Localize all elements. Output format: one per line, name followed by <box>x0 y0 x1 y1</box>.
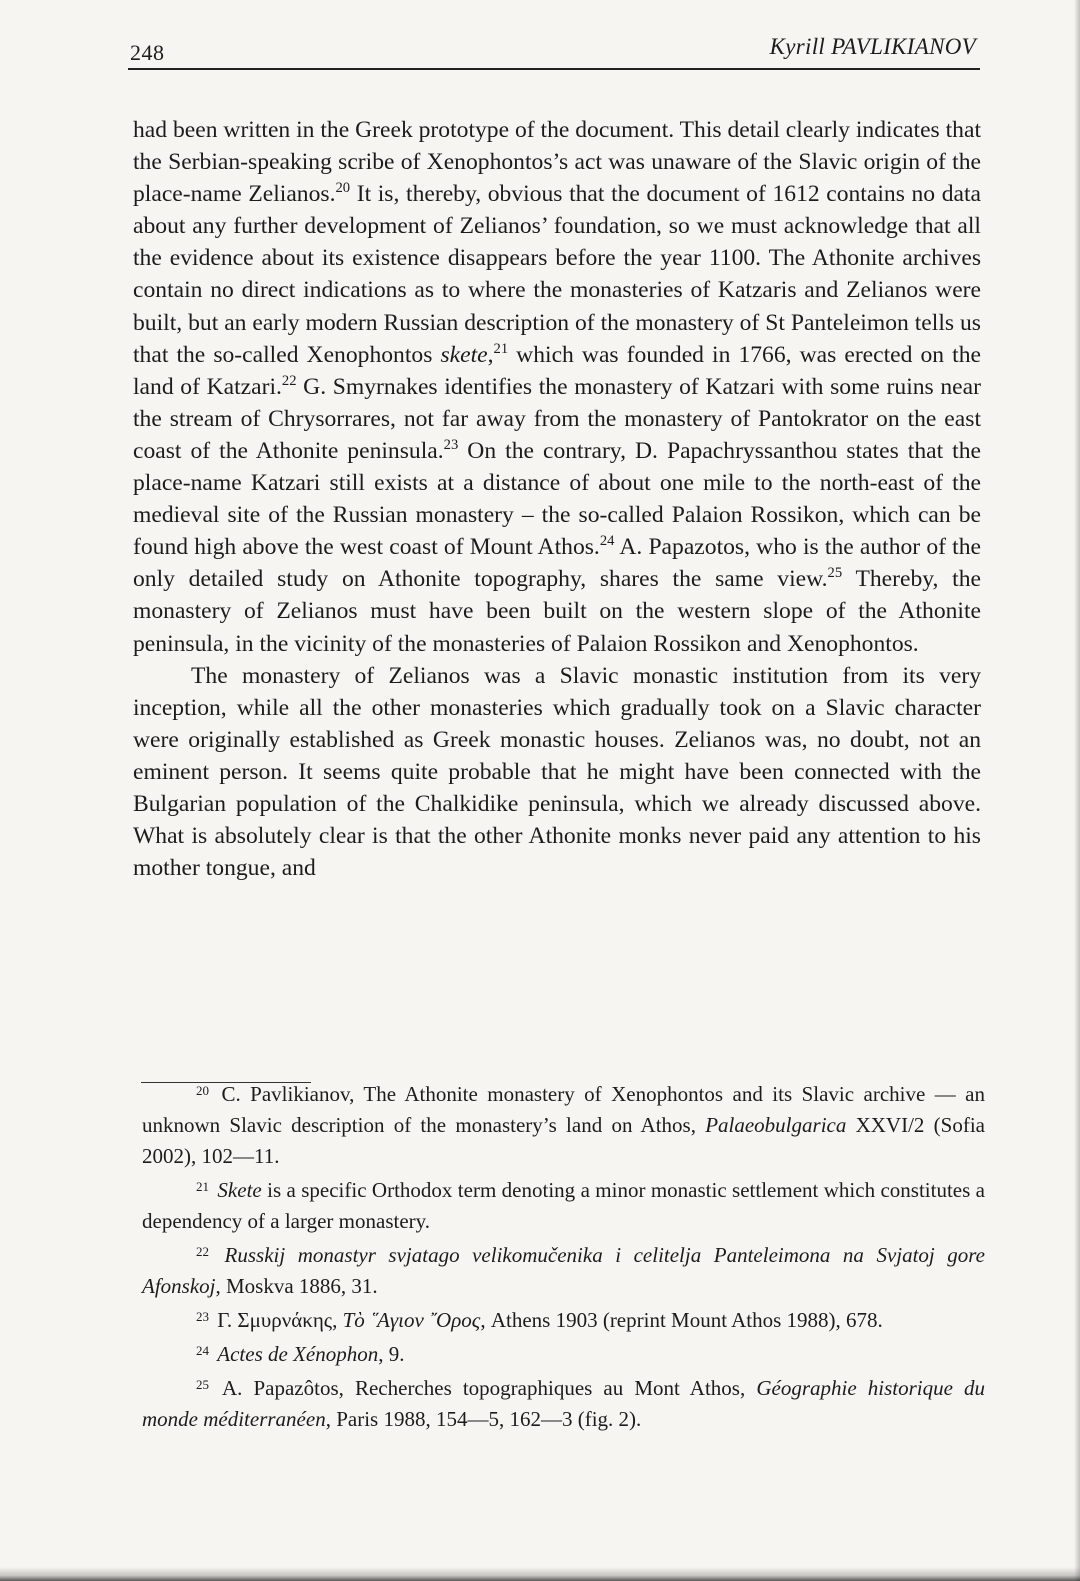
text-run: On the contrary, D. Papachryssanthou states that the place-name Katzari still exists at a distance of about one mile to the north-east of the medieval site of the Russian monastery – the so-called Palaion Rossikon, which can be found high above the west coast of Mount Athos. <box>133 437 981 561</box>
term-skete: skete <box>440 341 488 368</box>
text-run: , 9. <box>378 1342 405 1366</box>
footnote-22 <box>142 1240 985 1302</box>
footnote-number: 22 <box>196 1243 210 1259</box>
text-run: , <box>487 341 494 368</box>
footnote-number: 25 <box>196 1376 210 1392</box>
footnote-ref-25: 25 <box>827 565 843 582</box>
text-run: A. Papazotos, who is the author of the only detailed study on Athonite topography, shares the same view. <box>133 534 981 593</box>
footnote-ref-20: 20 <box>335 180 351 197</box>
paragraph-1 <box>133 114 981 660</box>
footnote-ref-21: 21 <box>493 340 509 357</box>
term-skete: Skete <box>217 1178 262 1202</box>
text-run: , Moskva 1886, 31. <box>215 1274 378 1298</box>
footnote-ref-24: 24 <box>599 533 615 550</box>
paragraph-2: The monastery of Zelianos was a Slavic monastic institution from its very inception, while all the other monasteries which gradually took on a Slavic character were originally established as Greek monastic houses. Zelianos was, no doubt, not an eminent person. It seems quite probable that he might have been connected with the Bulgarian population of the Chalkidike peninsula, which we already discussed above. What is absolutely clear is that the other Athonite monks never paid any attention to his mother tongue, and <box>133 662 981 882</box>
scan-shadow-right <box>1074 0 1080 1581</box>
text-run: It is, thereby, obvious that the document of 1612 contains no data about any further development of Zelianos’ foundation, so we must acknowledge that all the evidence about its existence disappears before the year 1100. The Athonite archives contain no direct indications as to where the monasteries of Katzaris and Zelianos were built, but an early modern Russian description of the monastery of St Panteleimon tells us that the so-called Xenophontos <box>133 181 981 368</box>
book-title: Actes de Xénophon <box>217 1342 379 1366</box>
main-text <box>133 114 981 884</box>
footnote-23 <box>142 1305 985 1336</box>
footnote-20 <box>142 1079 985 1172</box>
text-run: which was founded in 1766, was erected on the land of Katzari. <box>133 341 981 400</box>
text-run: is a specific Orthodox term denoting a minor monastic settlement which constitutes a dependency of a larger monastery. <box>142 1178 986 1233</box>
text-run: C. Pavlikianov, The Athonite monastery of Xenophontos and its Slavic archive — an unknown Slavic description of the monastery’s land on Athos, <box>142 1082 985 1137</box>
text-run: G. Smyrnakes identifies the monastery of Katzari with some ruins near the stream of Chrysorrares, not far away from the monastery of Pantokrator on the east coast of the Athonite peninsula. <box>133 373 981 464</box>
text-run: Thereby, the monastery of Zelianos must have been built on the western slope of the Athonite peninsula, in the vicinity of the monasteries of Palaion Rossikon and Xenophontos. <box>133 566 981 657</box>
footnote-25 <box>142 1373 985 1435</box>
series-title: Géographie historique du monde méditerranéen <box>142 1376 986 1431</box>
text-run: , Athens 1903 (reprint Mount Athos 1988), 678. <box>480 1308 883 1332</box>
footnote-number: 20 <box>196 1082 210 1098</box>
scan-shadow-bottom <box>0 1567 1080 1581</box>
text-run: Γ. Σμυρνάκης, <box>212 1308 343 1332</box>
footnote-number: 21 <box>196 1178 210 1194</box>
text-run: had been written in the Greek prototype of the document. This detail clearly indicates that the Serbian-speaking scribe of Xenophontos’s act was unaware of the Slavic origin of the place-name Zelianos. <box>133 117 982 208</box>
text-run: XXVI/2 (Sofia 2002), 102—11. <box>142 1113 985 1168</box>
page-number: 248 <box>130 40 165 65</box>
footnote-21 <box>142 1175 985 1237</box>
text-run: , Paris 1988, 154—5, 162—3 (fig. 2). <box>325 1407 642 1431</box>
footnote-number: 24 <box>196 1342 210 1358</box>
journal-title: Palaeobulgarica <box>705 1113 847 1137</box>
footnote-ref-22: 22 <box>281 372 297 389</box>
footnote-number: 23 <box>196 1308 210 1324</box>
footnote-24 <box>142 1339 985 1370</box>
page-header <box>128 32 980 70</box>
footnote-ref-23: 23 <box>443 436 459 453</box>
book-title: Russkij monastyr svjatago velikomučenika i celitelja Panteleimona na Svjatoj gore Afonskoj <box>142 1243 986 1298</box>
footnotes <box>142 1079 985 1435</box>
text-run: A. Papazôtos, Recherches topographiques au Mont Athos, <box>212 1376 757 1400</box>
running-head-author: Kyrill PAVLIKIANOV <box>769 34 976 59</box>
book-title: Tὸ ῞Aγιον ῎Oρος <box>342 1308 481 1332</box>
